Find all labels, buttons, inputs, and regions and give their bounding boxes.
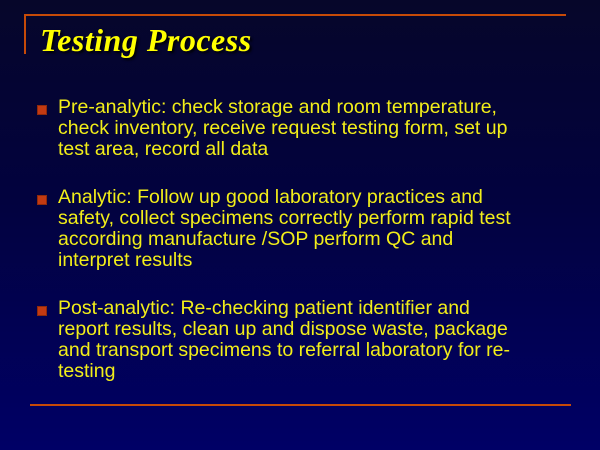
bullet-line: according manufacture /SOP perform QC and bbox=[58, 228, 454, 250]
bullet-line: report results, clean up and dispose waste, package bbox=[58, 318, 508, 340]
bullet-line: check inventory, receive request testing form, set up bbox=[58, 117, 508, 139]
bullet-text bbox=[58, 97, 507, 160]
bullet-square-icon bbox=[37, 306, 47, 316]
footer-rule bbox=[30, 404, 571, 406]
bullet-line: and transport specimens to referral laboratory for re- bbox=[58, 339, 510, 361]
bullet-item-pre-analytic bbox=[37, 97, 580, 160]
bullet-line: testing bbox=[58, 360, 116, 382]
bullet-line: Pre-analytic: check storage and room temperature, bbox=[58, 96, 497, 118]
bullet-text bbox=[58, 187, 511, 271]
title-top-rule bbox=[24, 14, 566, 16]
slide-title: Testing Process bbox=[40, 22, 252, 58]
bullet-square-icon bbox=[37, 105, 47, 115]
bullet-line: safety, collect specimens correctly perform rapid test bbox=[58, 207, 511, 229]
bullet-item-post-analytic bbox=[37, 298, 580, 382]
bullet-line: Analytic: Follow up good laboratory practices and bbox=[58, 186, 483, 208]
bullet-line: test area, record all data bbox=[58, 138, 269, 160]
bullet-line: Post-analytic: Re-checking patient identifier and bbox=[58, 297, 470, 319]
bullet-line: interpret results bbox=[58, 249, 193, 271]
slide-body bbox=[37, 97, 580, 409]
bullet-item-analytic bbox=[37, 187, 580, 271]
bullet-square-icon bbox=[37, 195, 47, 205]
title-left-rule bbox=[24, 14, 26, 54]
bullet-text bbox=[58, 298, 510, 382]
